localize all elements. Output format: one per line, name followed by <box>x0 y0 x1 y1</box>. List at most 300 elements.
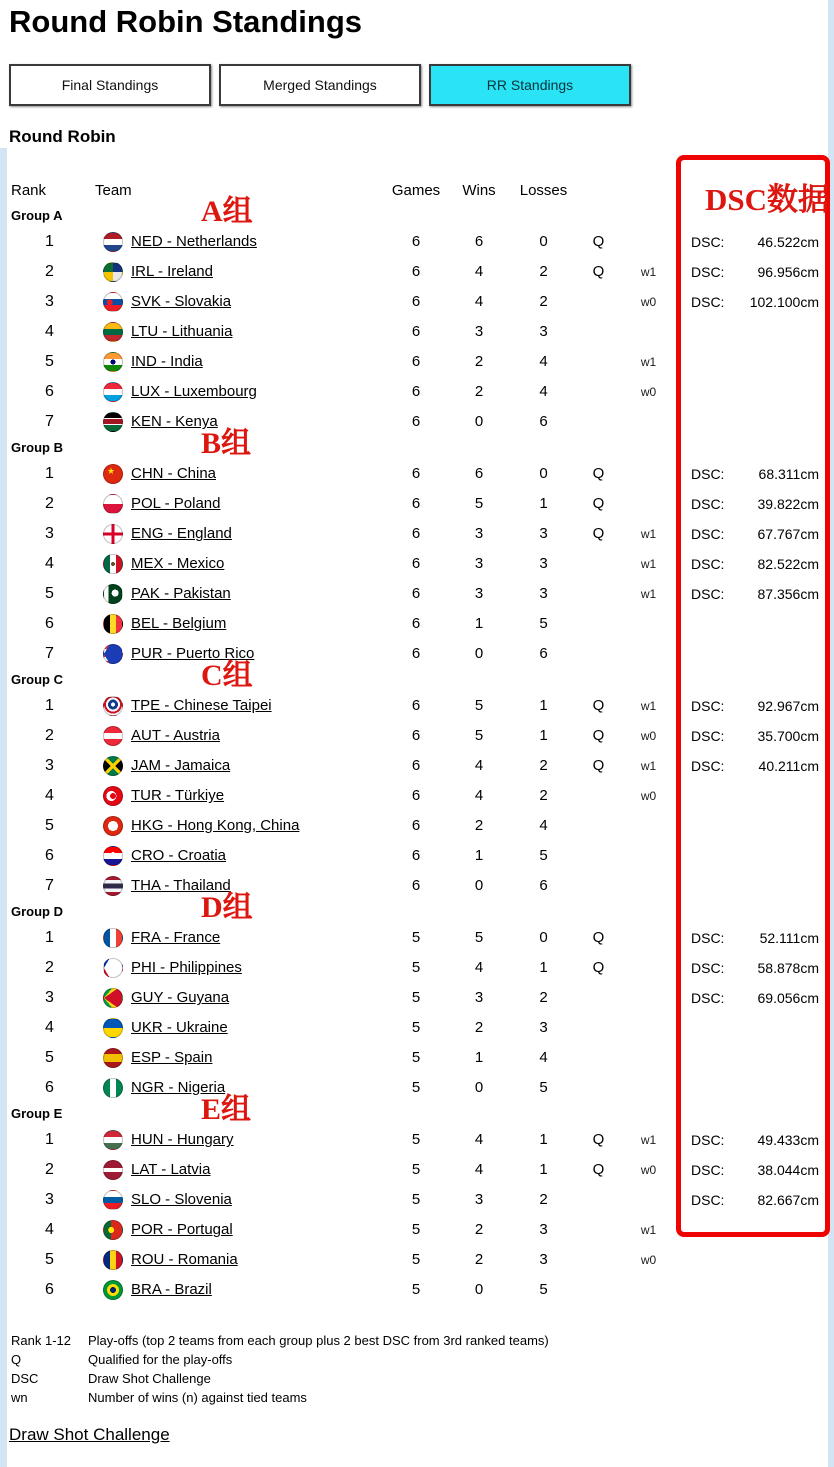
dsc-value: 46.522cm <box>757 233 819 250</box>
losses-cell: 4 <box>539 1049 548 1067</box>
flag-bra-icon <box>103 1280 123 1300</box>
dsc-value: 35.700cm <box>757 727 819 744</box>
table-row <box>9 781 828 811</box>
dsc-cell <box>676 294 828 310</box>
games-cell: 5 <box>411 1191 421 1209</box>
tiebreak-wins-cell: w1 <box>640 1222 657 1237</box>
wins-cell: 0 <box>474 877 484 895</box>
dsc-label: DSC: <box>691 495 725 512</box>
wins-cell: 4 <box>474 787 484 805</box>
dsc-annotation-header: DSC数据 <box>704 181 829 217</box>
team-link-aut[interactable]: AUT - Austria <box>131 727 220 745</box>
losses-cell: 2 <box>539 787 548 805</box>
draw-shot-challenge-link[interactable]: Draw Shot Challenge <box>9 1424 170 1444</box>
flag-ukr-icon <box>103 1018 123 1038</box>
dsc-cell <box>676 466 828 482</box>
team-cell <box>90 352 385 372</box>
rank-cell: 2 <box>45 494 54 512</box>
dsc-cell <box>676 1132 828 1148</box>
wins-cell: 5 <box>474 727 484 745</box>
legend-desc: Number of wins (n) against tied teams <box>88 1389 307 1405</box>
team-link-irl[interactable]: IRL - Ireland <box>131 263 213 281</box>
team-cell <box>90 1220 385 1240</box>
team-cell <box>90 1280 385 1300</box>
legend-key: Rank 1-12 <box>11 1332 71 1348</box>
dsc-cell <box>676 698 828 714</box>
dsc-label: DSC: <box>691 585 725 602</box>
dsc-value: 96.956cm <box>757 263 819 280</box>
team-cell <box>90 1130 385 1150</box>
tiebreak-wins-cell: w1 <box>640 556 657 571</box>
losses-cell: 5 <box>539 615 548 633</box>
dsc-label: DSC: <box>691 293 725 310</box>
rank-cell: 6 <box>45 382 54 400</box>
dsc-value: 52.111cm <box>759 929 819 946</box>
wins-cell: 0 <box>474 413 484 431</box>
dsc-value: 68.311cm <box>758 465 819 482</box>
flag-cro-icon <box>103 846 123 866</box>
flag-fra-icon <box>103 928 123 948</box>
rank-cell: 7 <box>45 644 54 662</box>
table-row <box>9 1125 828 1155</box>
table-row <box>9 923 828 953</box>
col-header-team: Team <box>95 181 132 199</box>
wins-cell: 2 <box>474 1019 484 1037</box>
group-label: Group A <box>11 208 63 224</box>
team-link-pur[interactable]: PUR - Puerto Rico <box>131 645 255 663</box>
flag-pur-icon <box>103 644 123 664</box>
flag-por-icon <box>103 1220 123 1240</box>
tiebreak-wins-cell: w0 <box>640 1162 657 1177</box>
rank-cell: 6 <box>45 1078 54 1096</box>
flag-aut-icon <box>103 726 123 746</box>
team-cell <box>90 524 385 544</box>
group-label: Group B <box>11 440 63 456</box>
table-row <box>9 811 828 841</box>
losses-cell: 1 <box>539 697 548 715</box>
team-link-ned[interactable]: NED - Netherlands <box>131 233 257 251</box>
dsc-value: 38.044cm <box>757 1161 819 1178</box>
qualified-cell: Q <box>592 465 605 483</box>
flag-lux-icon <box>103 382 123 402</box>
team-cell <box>90 786 385 806</box>
losses-cell: 3 <box>539 555 548 573</box>
tab-final-standings[interactable]: Final Standings <box>9 64 211 106</box>
group-annotation: D组 <box>201 890 253 924</box>
dsc-value: 82.522cm <box>757 555 819 572</box>
wins-cell: 3 <box>474 585 484 603</box>
dsc-cell <box>676 758 828 774</box>
table-row <box>9 377 828 407</box>
legend-desc: Qualified for the play-offs <box>88 1351 233 1367</box>
dsc-label: DSC: <box>691 697 725 714</box>
legend <box>9 1331 828 1407</box>
tab-merged-standings[interactable]: Merged Standings <box>219 64 421 106</box>
team-cell <box>90 1078 385 1098</box>
table-header-row <box>9 176 828 205</box>
team-cell <box>90 958 385 978</box>
games-cell: 6 <box>411 495 421 513</box>
legend-key: Q <box>11 1351 22 1367</box>
losses-cell: 4 <box>539 353 548 371</box>
qualified-cell: Q <box>592 697 605 715</box>
wins-cell: 4 <box>474 263 484 281</box>
losses-cell: 0 <box>539 465 548 483</box>
team-cell <box>90 464 385 484</box>
team-link-ind[interactable]: IND - India <box>131 353 203 371</box>
team-link-tur[interactable]: TUR - Türkiye <box>131 787 225 805</box>
team-link-ken[interactable]: KEN - Kenya <box>131 413 218 431</box>
games-cell: 6 <box>411 787 421 805</box>
games-cell: 6 <box>411 877 421 895</box>
rank-cell: 2 <box>45 1160 54 1178</box>
wins-cell: 0 <box>474 1281 484 1299</box>
team-link-rou[interactable]: ROU - Romania <box>131 1251 238 1269</box>
table-row <box>9 317 828 347</box>
team-link-ukr[interactable]: UKR - Ukraine <box>131 1019 228 1037</box>
losses-cell: 3 <box>539 1251 548 1269</box>
wins-cell: 1 <box>474 847 484 865</box>
games-cell: 6 <box>411 383 421 401</box>
losses-cell: 0 <box>539 929 548 947</box>
dsc-value: 102.100cm <box>749 293 819 310</box>
games-cell: 5 <box>411 1281 421 1299</box>
dsc-label: DSC: <box>691 1191 725 1208</box>
wins-cell: 6 <box>474 465 484 483</box>
tiebreak-wins-cell: w1 <box>640 698 657 713</box>
qualified-cell: Q <box>592 959 605 977</box>
group-label: Group E <box>11 1106 63 1122</box>
dsc-label: DSC: <box>691 929 725 946</box>
team-link-svk[interactable]: SVK - Slovakia <box>131 293 232 311</box>
games-cell: 5 <box>411 1221 421 1239</box>
rank-cell: 6 <box>45 846 54 864</box>
wins-cell: 3 <box>474 1191 484 1209</box>
flag-irl-icon <box>103 262 123 282</box>
team-link-guy[interactable]: GUY - Guyana <box>131 989 230 1007</box>
team-cell <box>90 846 385 866</box>
table-row <box>9 459 828 489</box>
table-row <box>9 347 828 377</box>
games-cell: 5 <box>411 929 421 947</box>
games-cell: 6 <box>411 645 421 663</box>
group-annotation: C组 <box>201 658 253 692</box>
table-row <box>9 489 828 519</box>
team-link-lux[interactable]: LUX - Luxembourg <box>131 383 257 401</box>
tiebreak-wins-cell: w1 <box>640 586 657 601</box>
losses-cell: 1 <box>539 1161 548 1179</box>
rank-cell: 7 <box>45 876 54 894</box>
rank-cell: 3 <box>45 988 54 1006</box>
team-cell <box>90 232 385 252</box>
dsc-label: DSC: <box>691 525 725 542</box>
team-cell <box>90 614 385 634</box>
dsc-value: 39.822cm <box>757 495 819 512</box>
tiebreak-wins-cell: w1 <box>640 526 657 541</box>
team-cell <box>90 292 385 312</box>
dsc-label: DSC: <box>691 1161 725 1178</box>
flag-ind-icon <box>103 352 123 372</box>
team-link-phi[interactable]: PHI - Philippines <box>131 959 242 977</box>
team-link-esp[interactable]: ESP - Spain <box>131 1049 213 1067</box>
dsc-label: DSC: <box>691 233 725 250</box>
games-cell: 6 <box>411 413 421 431</box>
tiebreak-wins-cell: w0 <box>640 1252 657 1267</box>
games-cell: 5 <box>411 1251 421 1269</box>
team-link-tpe[interactable]: TPE - Chinese Taipei <box>131 697 272 715</box>
losses-cell: 2 <box>539 263 548 281</box>
team-link-hkg[interactable]: HKG - Hong Kong, China <box>131 817 300 835</box>
table-row <box>9 1155 828 1185</box>
table-row <box>9 871 828 901</box>
rank-cell: 5 <box>45 1048 54 1066</box>
table-row <box>9 1043 828 1073</box>
games-cell: 5 <box>411 1079 421 1097</box>
wins-cell: 2 <box>474 817 484 835</box>
group-label: Group D <box>11 904 63 920</box>
wins-cell: 4 <box>474 293 484 311</box>
tiebreak-wins-cell: w0 <box>640 788 657 803</box>
wins-cell: 1 <box>474 615 484 633</box>
dsc-cell <box>676 1162 828 1178</box>
flag-esp-icon <box>103 1048 123 1068</box>
page-title: Round Robin Standings <box>9 4 363 39</box>
games-cell: 6 <box>411 555 421 573</box>
flag-lat-icon <box>103 1160 123 1180</box>
team-link-bra[interactable]: BRA - Brazil <box>131 1281 212 1299</box>
group-label-row-group-b <box>9 426 828 460</box>
table-row <box>9 1073 828 1103</box>
losses-cell: 1 <box>539 727 548 745</box>
dsc-cell <box>676 1192 828 1208</box>
team-cell <box>90 382 385 402</box>
tiebreak-wins-cell: w0 <box>640 384 657 399</box>
flag-svk-icon <box>103 292 123 312</box>
dsc-cell <box>676 496 828 512</box>
games-cell: 6 <box>411 727 421 745</box>
wins-cell: 5 <box>474 697 484 715</box>
team-link-por[interactable]: POR - Portugal <box>131 1221 233 1239</box>
losses-cell: 2 <box>539 989 548 1007</box>
rank-cell: 3 <box>45 756 54 774</box>
tiebreak-wins-cell: w1 <box>640 264 657 279</box>
wins-cell: 1 <box>474 1049 484 1067</box>
games-cell: 6 <box>411 525 421 543</box>
flag-eng-icon <box>103 524 123 544</box>
table-row <box>9 227 828 257</box>
tab-bar <box>9 64 828 106</box>
team-cell <box>90 696 385 716</box>
team-link-cro[interactable]: CRO - Croatia <box>131 847 227 865</box>
dsc-value: 92.967cm <box>757 697 819 714</box>
flag-tur-icon <box>103 786 123 806</box>
flag-bel-icon <box>103 614 123 634</box>
table-row <box>9 953 828 983</box>
games-cell: 6 <box>411 585 421 603</box>
games-cell: 6 <box>411 233 421 251</box>
flag-slo-icon <box>103 1190 123 1210</box>
team-cell <box>90 876 385 896</box>
team-cell <box>90 816 385 836</box>
flag-tha-icon <box>103 876 123 896</box>
team-cell <box>90 988 385 1008</box>
losses-cell: 5 <box>539 1281 548 1299</box>
group-label-row-group-d <box>9 890 828 924</box>
wins-cell: 2 <box>474 1251 484 1269</box>
flag-ngr-icon <box>103 1078 123 1098</box>
team-link-slo[interactable]: SLO - Slovenia <box>131 1191 232 1209</box>
games-cell: 6 <box>411 817 421 835</box>
dsc-label: DSC: <box>691 465 725 482</box>
team-link-fra[interactable]: FRA - France <box>131 929 221 947</box>
legend-key: DSC <box>11 1370 39 1386</box>
table-row <box>9 1215 828 1245</box>
team-link-ltu[interactable]: LTU - Lithuania <box>131 323 233 341</box>
losses-cell: 3 <box>539 585 548 603</box>
dsc-value: 69.056cm <box>757 989 819 1006</box>
rank-cell: 1 <box>45 464 54 482</box>
qualified-cell: Q <box>592 1131 605 1149</box>
legend-row <box>9 1350 828 1369</box>
team-link-pak[interactable]: PAK - Pakistan <box>131 585 231 603</box>
team-link-ngr[interactable]: NGR - Nigeria <box>131 1079 226 1097</box>
legend-row <box>9 1369 828 1388</box>
table-row <box>9 407 828 437</box>
rank-cell: 1 <box>45 232 54 250</box>
group-annotation: B组 <box>201 426 252 460</box>
games-cell: 5 <box>411 959 421 977</box>
col-header-games: Games <box>391 181 441 199</box>
losses-cell: 3 <box>539 1221 548 1239</box>
rank-cell: 4 <box>45 322 54 340</box>
dsc-label: DSC: <box>691 757 725 774</box>
dsc-cell <box>676 556 828 572</box>
table-row <box>9 691 828 721</box>
losses-cell: 0 <box>539 233 548 251</box>
page <box>7 0 828 1467</box>
col-header-rank: Rank <box>11 181 47 199</box>
losses-cell: 3 <box>539 1019 548 1037</box>
losses-cell: 1 <box>539 959 548 977</box>
games-cell: 5 <box>411 989 421 1007</box>
qualified-cell: Q <box>592 727 605 745</box>
rank-cell: 5 <box>45 816 54 834</box>
wins-cell: 5 <box>474 929 484 947</box>
table-row <box>9 287 828 317</box>
standings-table <box>9 176 828 1305</box>
group-annotation: A组 <box>201 194 253 228</box>
table-row <box>9 1275 828 1305</box>
rank-cell: 1 <box>45 928 54 946</box>
team-cell <box>90 726 385 746</box>
team-link-jam[interactable]: JAM - Jamaica <box>131 757 231 775</box>
team-link-eng[interactable]: ENG - England <box>131 525 232 543</box>
flag-ltu-icon <box>103 322 123 342</box>
team-link-mex[interactable]: MEX - Mexico <box>131 555 225 573</box>
flag-guy-icon <box>103 988 123 1008</box>
tiebreak-wins-cell: w0 <box>640 294 657 309</box>
qualified-cell: Q <box>592 263 605 281</box>
games-cell: 6 <box>411 615 421 633</box>
legend-key: wn <box>11 1389 28 1405</box>
rank-cell: 1 <box>45 1130 54 1148</box>
losses-cell: 5 <box>539 1079 548 1097</box>
games-cell: 5 <box>411 1049 421 1067</box>
games-cell: 6 <box>411 757 421 775</box>
dsc-value: 58.878cm <box>757 959 819 976</box>
qualified-cell: Q <box>592 1161 605 1179</box>
team-cell <box>90 494 385 514</box>
group-label-row-group-c <box>9 658 828 692</box>
team-cell <box>90 928 385 948</box>
tiebreak-wins-cell: w0 <box>640 728 657 743</box>
table-row <box>9 751 828 781</box>
team-cell <box>90 262 385 282</box>
rank-cell: 3 <box>45 292 54 310</box>
dsc-cell <box>676 990 828 1006</box>
rank-cell: 5 <box>45 1250 54 1268</box>
team-link-bel[interactable]: BEL - Belgium <box>131 615 227 633</box>
table-row <box>9 609 828 639</box>
flag-mex-icon <box>103 554 123 574</box>
wins-cell: 3 <box>474 323 484 341</box>
team-link-hun[interactable]: HUN - Hungary <box>131 1131 234 1149</box>
dsc-cell <box>676 586 828 602</box>
flag-ned-icon <box>103 232 123 252</box>
games-cell: 6 <box>411 465 421 483</box>
team-cell <box>90 412 385 432</box>
rank-cell: 3 <box>45 1190 54 1208</box>
team-link-lat[interactable]: LAT - Latvia <box>131 1161 211 1179</box>
rank-cell: 2 <box>45 958 54 976</box>
wins-cell: 0 <box>474 645 484 663</box>
losses-cell: 2 <box>539 293 548 311</box>
rank-cell: 7 <box>45 412 54 430</box>
wins-cell: 6 <box>474 233 484 251</box>
group-label: Group C <box>11 672 63 688</box>
qualified-cell: Q <box>592 495 605 513</box>
dsc-cell <box>676 960 828 976</box>
col-header-losses: Losses <box>519 181 568 199</box>
wins-cell: 5 <box>474 495 484 513</box>
rank-cell: 6 <box>45 614 54 632</box>
team-cell <box>90 1018 385 1038</box>
games-cell: 6 <box>411 323 421 341</box>
games-cell: 6 <box>411 697 421 715</box>
wins-cell: 4 <box>474 1161 484 1179</box>
tab-rr-standings[interactable]: RR Standings <box>429 64 631 106</box>
flag-hkg-icon <box>103 816 123 836</box>
tiebreak-wins-cell: w1 <box>640 758 657 773</box>
dsc-value: 40.211cm <box>758 757 819 774</box>
team-link-chn[interactable]: CHN - China <box>131 465 217 483</box>
dsc-value: 67.767cm <box>757 525 819 542</box>
col-header-wins: Wins <box>462 181 496 199</box>
qualified-cell: Q <box>592 233 605 251</box>
wins-cell: 3 <box>474 989 484 1007</box>
rank-cell: 4 <box>45 1018 54 1036</box>
dsc-label: DSC: <box>691 989 725 1006</box>
flag-ken-icon <box>103 412 123 432</box>
team-link-tha[interactable]: THA - Thailand <box>131 877 231 895</box>
games-cell: 5 <box>411 1161 421 1179</box>
dsc-cell <box>676 728 828 744</box>
table-row <box>9 257 828 287</box>
rank-cell: 1 <box>45 696 54 714</box>
losses-cell: 1 <box>539 495 548 513</box>
team-link-pol[interactable]: POL - Poland <box>131 495 221 513</box>
rank-cell: 2 <box>45 726 54 744</box>
